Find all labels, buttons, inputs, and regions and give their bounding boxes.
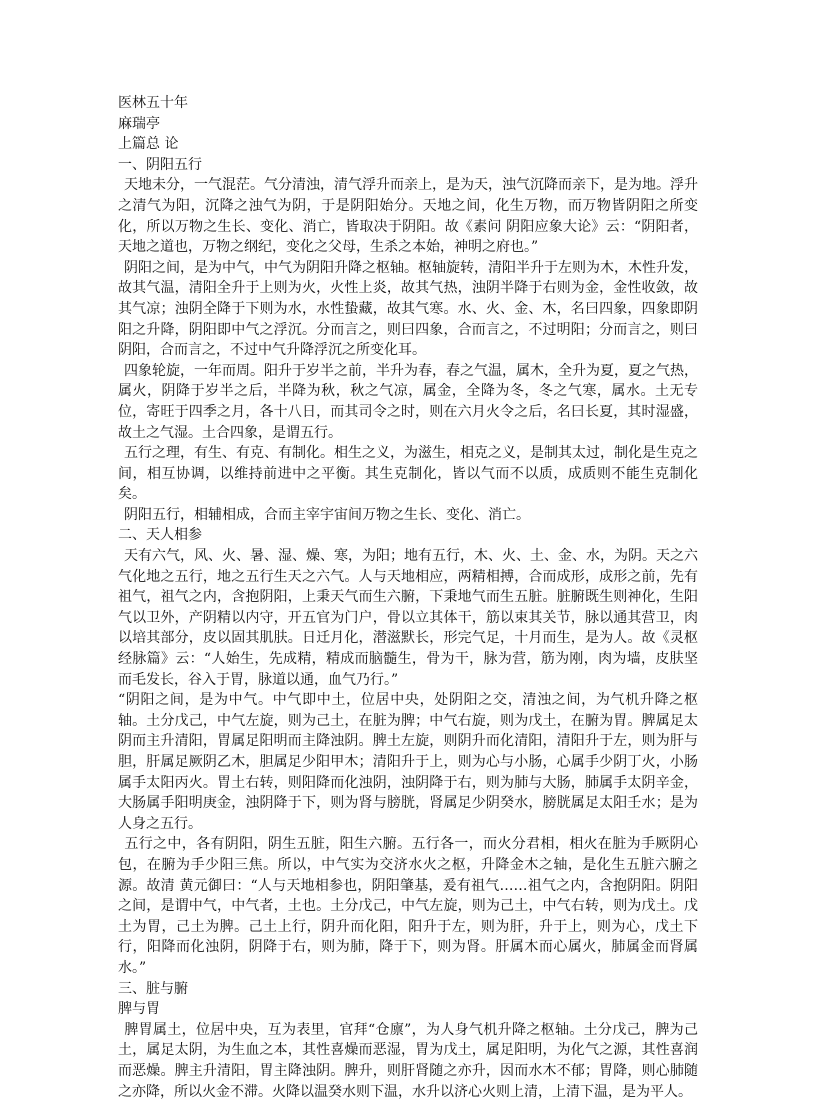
paragraph: “阴阳之间，是为中气。中气即中土，位居中央，处阴阳之交，清浊之间，为气机升降之枢轴。土分戊己，中气左旋，则为己土，在脏为脾；中气右旋，则为戊土，在腑为胃。脾属足太阴而主升清阳，胃属足阳明而主降浊阴。脾土左旋，则阴升而化清阳，清阳升于左，则为肝与胆，肝属足厥阴乙木，胆属足少阳甲木；清阳升于上，则为心与小肠，心属手少阴丁火，小肠属手太阳丙火。胃土右转，则阳降而化浊阴，浊阴降于右，则为肺与大肠，肺属手太阴辛金，大肠属手阳明庚金，浊阴降于下，则为肾与膀胱，肾属足少阴癸水，膀胱属足太阳壬水；是为人身之五行。 (118, 692, 698, 832)
paragraph: 五行之中，各有阴阳，阴生五脏，阳生六腑。五行各一，而火分君相，相火在脏为手厥阴心包，在腑为手少阳三焦。所以，中气实为交济水火之枢，升降金木之轴，是化生五脏六腑之源。故清 黄元御曰：“人与天地相参也，阴阳肇基，爰有祖气……祖气之内，含抱阴阳。阴阳之间，是谓中气，中气者，土也。土分戊己，中气左旋，则为己土，中气右转，则为戊土。戊土为胃，己土为脾。己土上行，阴升而化阳，阳升于左，则为肝，升于上，则为心，戊土下行，阳降而化浊阴，阴降于右，则为肺，降于下，则为肾。肝属木而心属火，肺属金而肾属水。” (118, 836, 698, 976)
author-name: 麻瑞亭 (118, 115, 160, 132)
paragraph: 阴阳五行，相辅相成，合而主宰宇宙间万物之生长、变化、消亡。 (124, 506, 530, 523)
paragraph: 天有六气，风、火、暑、湿、燥、寒，为阳；地有五行，木、火、土、金、水，为阴。天之六气化地之五行，地之五行生天之六气。人与天地相应，两精相搏，合而成形，成形之前，先有祖气，祖气之内，含抱阴阳，上秉天气而生六腑，下秉地气而生五脏。脏腑既生则神化，生阳气以卫外，产阴精以内守，开五官为门户，骨以立其体干，筋以束其关节，脉以通其营卫，肉以培其部分，皮以固其肌肤。日迁月化，潜滋默长，形完气足，十月而生，是为人。故《灵枢 经脉篇》云：“人始生，先成精，精成而脑髓生，骨为干，脉为营，筋为刚，肉为墙，皮肤坚而毛发长，谷入于胃，脉道以通，血气乃行。” (118, 548, 698, 688)
paragraph: 天地未分，一气混茫。气分清浊，清气浮升而亲上，是为天，浊气沉降而亲下，是为地。浮升之清气为阳，沉降之浊气为阴，于是阴阳始分。天地之间，化生万物，而万物皆阴阳之所变化，所以万物之生长、变化、消亡，皆取决于阴阳。故《素问 阴阳应象大论》云：“阴阳者，天地之道也，万物之纲纪，变化之父母，生杀之本始，神明之府也。” (118, 177, 698, 256)
section-heading: 二、天人相参 (118, 527, 202, 544)
book-title: 医林五十年 (118, 95, 188, 111)
paragraph: 五行之理，有生、有克、有制化。相生之义，为滋生，相克之义，是制其太过，制化是生克之间，相互协调，以维持前进中之平衡。其生克制化，皆以气而不以质，成质则不能生克制化矣。 (118, 445, 698, 503)
part-title: 上篇总 论 (118, 136, 179, 153)
paragraph: 四象轮旋，一年而周。阳升于岁半之前，半升为春，春之气温，属木，全升为夏，夏之气热，属火，阴降于岁半之后，半降为秋，秋之气凉，属金，全降为冬，冬之气寒，属水。土无专位，寄旺于四季之月，各十八日，而其司令之时，则在六月火令之后，名曰长夏，其时湿盛，故土之气湿。土合四象，是谓五行。 (118, 362, 698, 441)
paragraph: 脾胃属土，位居中央，互为表里，官拜“仓廪”，为人身气机升降之枢轴。土分戊己，脾为己土，属足太阴，为生血之本，其性喜燥而恶湿，胃为戊土，属足阳明，为化气之源，其性喜润而恶燥。脾主升清阳，胃主降浊阴。脾升，则肝肾随之亦升，因而水木不郁；胃降，则心肺随之亦降，所以火金不滞。火降以温癸水则下温，水升以济心火则上清，上清下温，是为平人。 (118, 1021, 698, 1100)
document-page (118, 93, 698, 1102)
subsection-heading: 脾与胃 (118, 1001, 160, 1018)
section-heading: 三、脏与腑 (118, 980, 188, 997)
paragraph: 阴阳之间，是为中气，中气为阴阳升降之枢轴。枢轴旋转，清阳半升于左则为木，木性升发，故其气温，清阳全升于上则为火，火性上炎，故其气热，浊阴半降于右则为金，金性收敛，故其气凉；浊阴全降于下则为水，水性蛰藏，故其气寒。水、火、金、木，名曰四象，四象即阴阳之升降，阴阳即中气之浮沉。分而言之，则曰四象，合而言之，不过明阳；分而言之，则曰阴阳，合而言之，不过中气升降浮沉之所变化耳。 (118, 259, 698, 359)
section-heading: 一、阴阳五行 (118, 156, 202, 173)
